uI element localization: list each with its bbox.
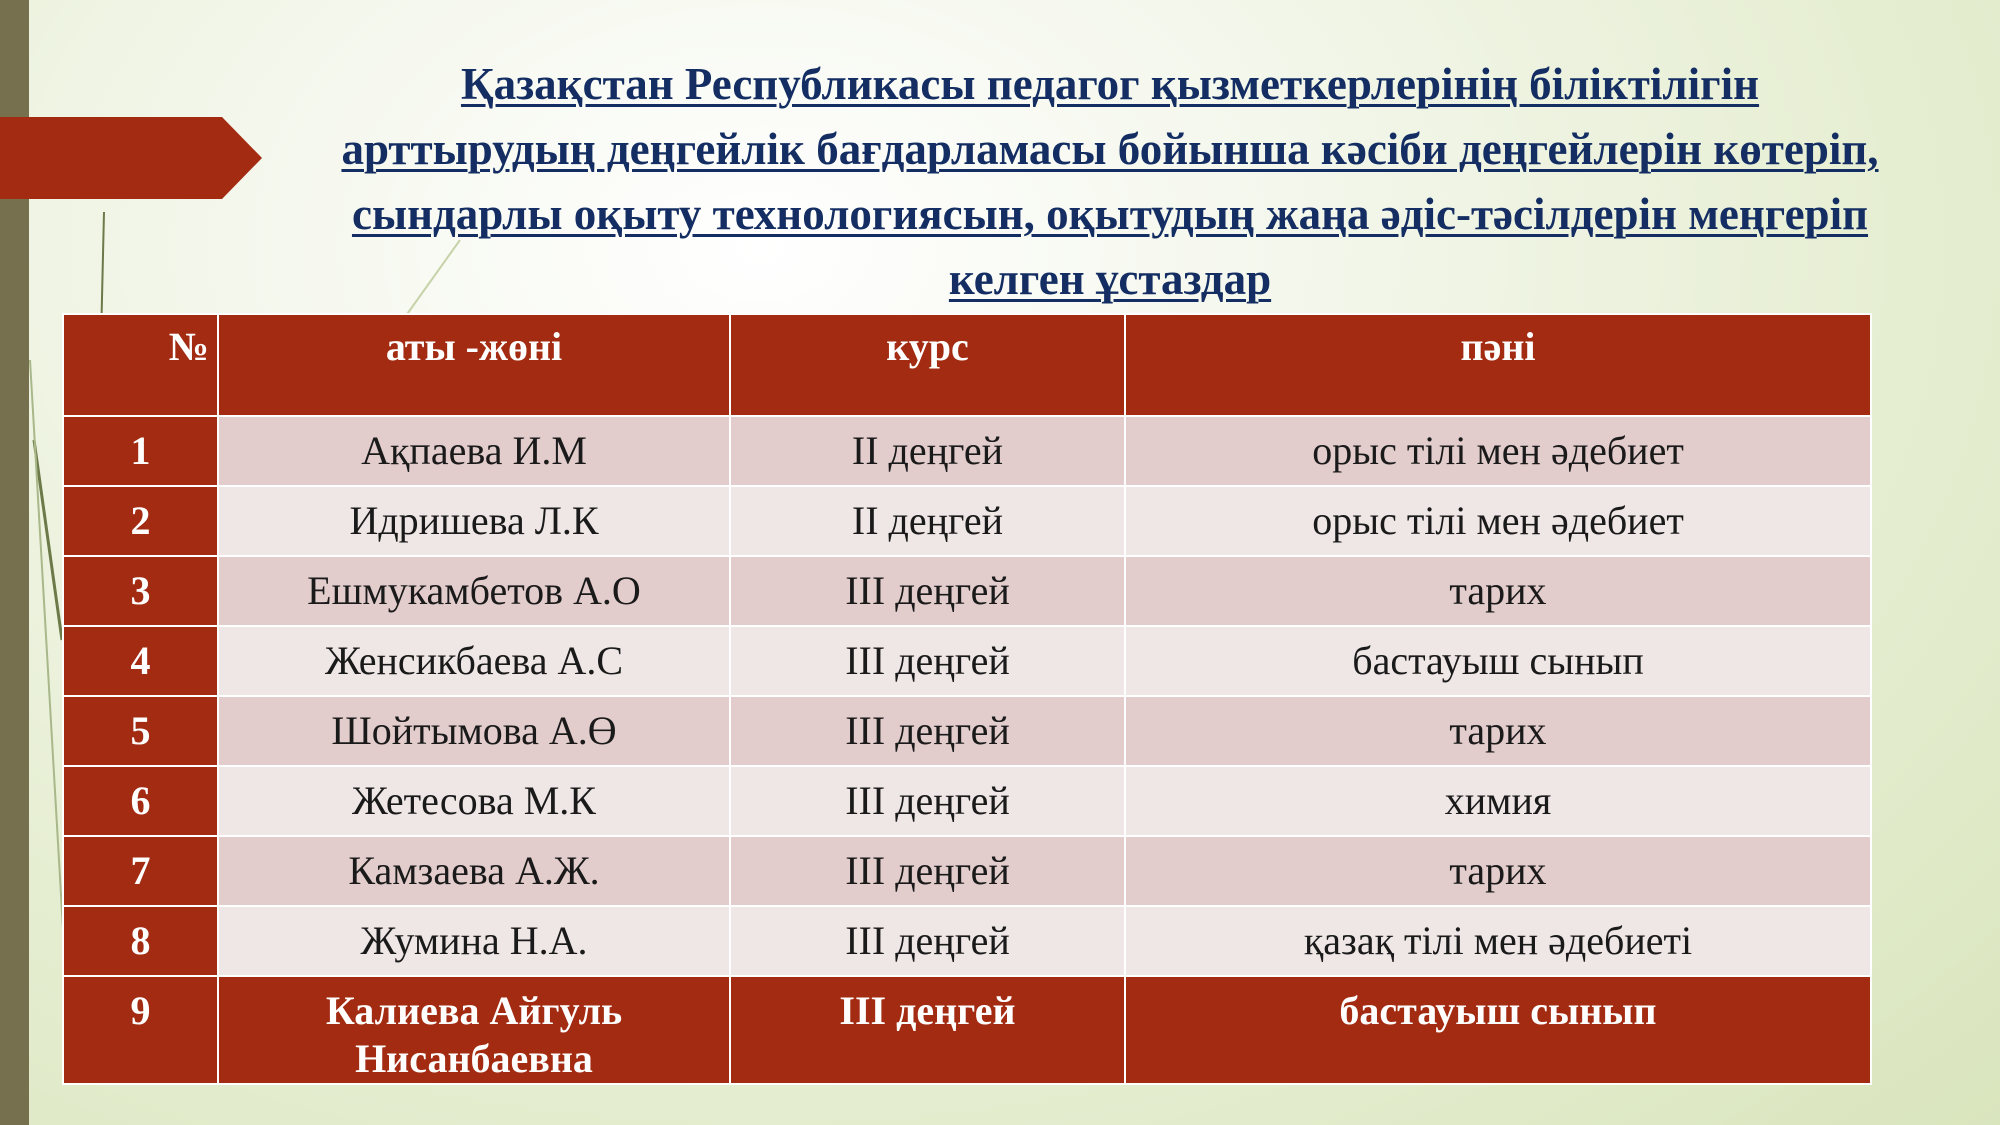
subject: тарих	[1125, 836, 1871, 906]
course-level: ІІ деңгей	[730, 416, 1125, 486]
course-level: ІІІ деңгей	[730, 766, 1125, 836]
row-number: 2	[63, 486, 218, 556]
row-number: 8	[63, 906, 218, 976]
arrow-tab-decoration	[0, 117, 262, 199]
table-row	[63, 906, 1871, 976]
row-number: 3	[63, 556, 218, 626]
subject: тарих	[1125, 696, 1871, 766]
subject: қазақ тілі мен әдебиеті	[1125, 906, 1871, 976]
subject: бастауыш сынып	[1125, 976, 1871, 1084]
table-row	[63, 486, 1871, 556]
course-level: ІІІ деңгей	[730, 626, 1125, 696]
row-number: 6	[63, 766, 218, 836]
course-level: ІІІ деңгей	[730, 696, 1125, 766]
table-row	[63, 416, 1871, 486]
table-row	[63, 626, 1871, 696]
teacher-name: Камзаева А.Ж.	[218, 836, 730, 906]
header-course: курс	[730, 314, 1125, 416]
teacher-name: Ақпаева И.М	[218, 416, 730, 486]
header-name: аты -жөні	[218, 314, 730, 416]
table-row-highlighted	[63, 976, 1871, 1084]
row-number: 7	[63, 836, 218, 906]
course-level: ІІІ деңгей	[730, 976, 1125, 1084]
row-number: 5	[63, 696, 218, 766]
row-number: 4	[63, 626, 218, 696]
subject: орыс тілі мен әдебиет	[1125, 486, 1871, 556]
teacher-name: Идришева Л.К	[218, 486, 730, 556]
teacher-name: Калиева Айгуль Нисанбаевна	[218, 976, 730, 1084]
subject: тарих	[1125, 556, 1871, 626]
subject: бастауыш сынып	[1125, 626, 1871, 696]
course-level: ІІІ деңгей	[730, 906, 1125, 976]
table-header-row	[63, 314, 1871, 416]
subject: орыс тілі мен әдебиет	[1125, 416, 1871, 486]
table-row	[63, 766, 1871, 836]
teacher-name: Женсикбаева А.С	[218, 626, 730, 696]
teachers-table	[62, 313, 1872, 1085]
table-row	[63, 836, 1871, 906]
header-subject: пәні	[1125, 314, 1871, 416]
page-title: Қазақстан Республикасы педагог қызметкерлерінің біліктілігін арттырудың деңгейлік бағдарламасы бойынша кәсіби деңгейлерін көтеріп, сындарлы оқыту технологиясын, оқытудың жаңа әдіс-тәсілдерін меңгеріп келген ұстаздар	[341, 59, 1879, 304]
teacher-name: Жетесова М.К	[218, 766, 730, 836]
teacher-name: Ешмукамбетов А.О	[218, 556, 730, 626]
teacher-name: Шойтымова А.Ө	[218, 696, 730, 766]
row-number: 1	[63, 416, 218, 486]
course-level: ІІІ деңгей	[730, 836, 1125, 906]
table-row	[63, 556, 1871, 626]
course-level: ІІІ деңгей	[730, 556, 1125, 626]
header-number: №	[63, 314, 218, 416]
subject: химия	[1125, 766, 1871, 836]
teacher-name: Жумина Н.А.	[218, 906, 730, 976]
table-row	[63, 696, 1871, 766]
course-level: ІІ деңгей	[730, 486, 1125, 556]
row-number: 9	[63, 976, 218, 1084]
